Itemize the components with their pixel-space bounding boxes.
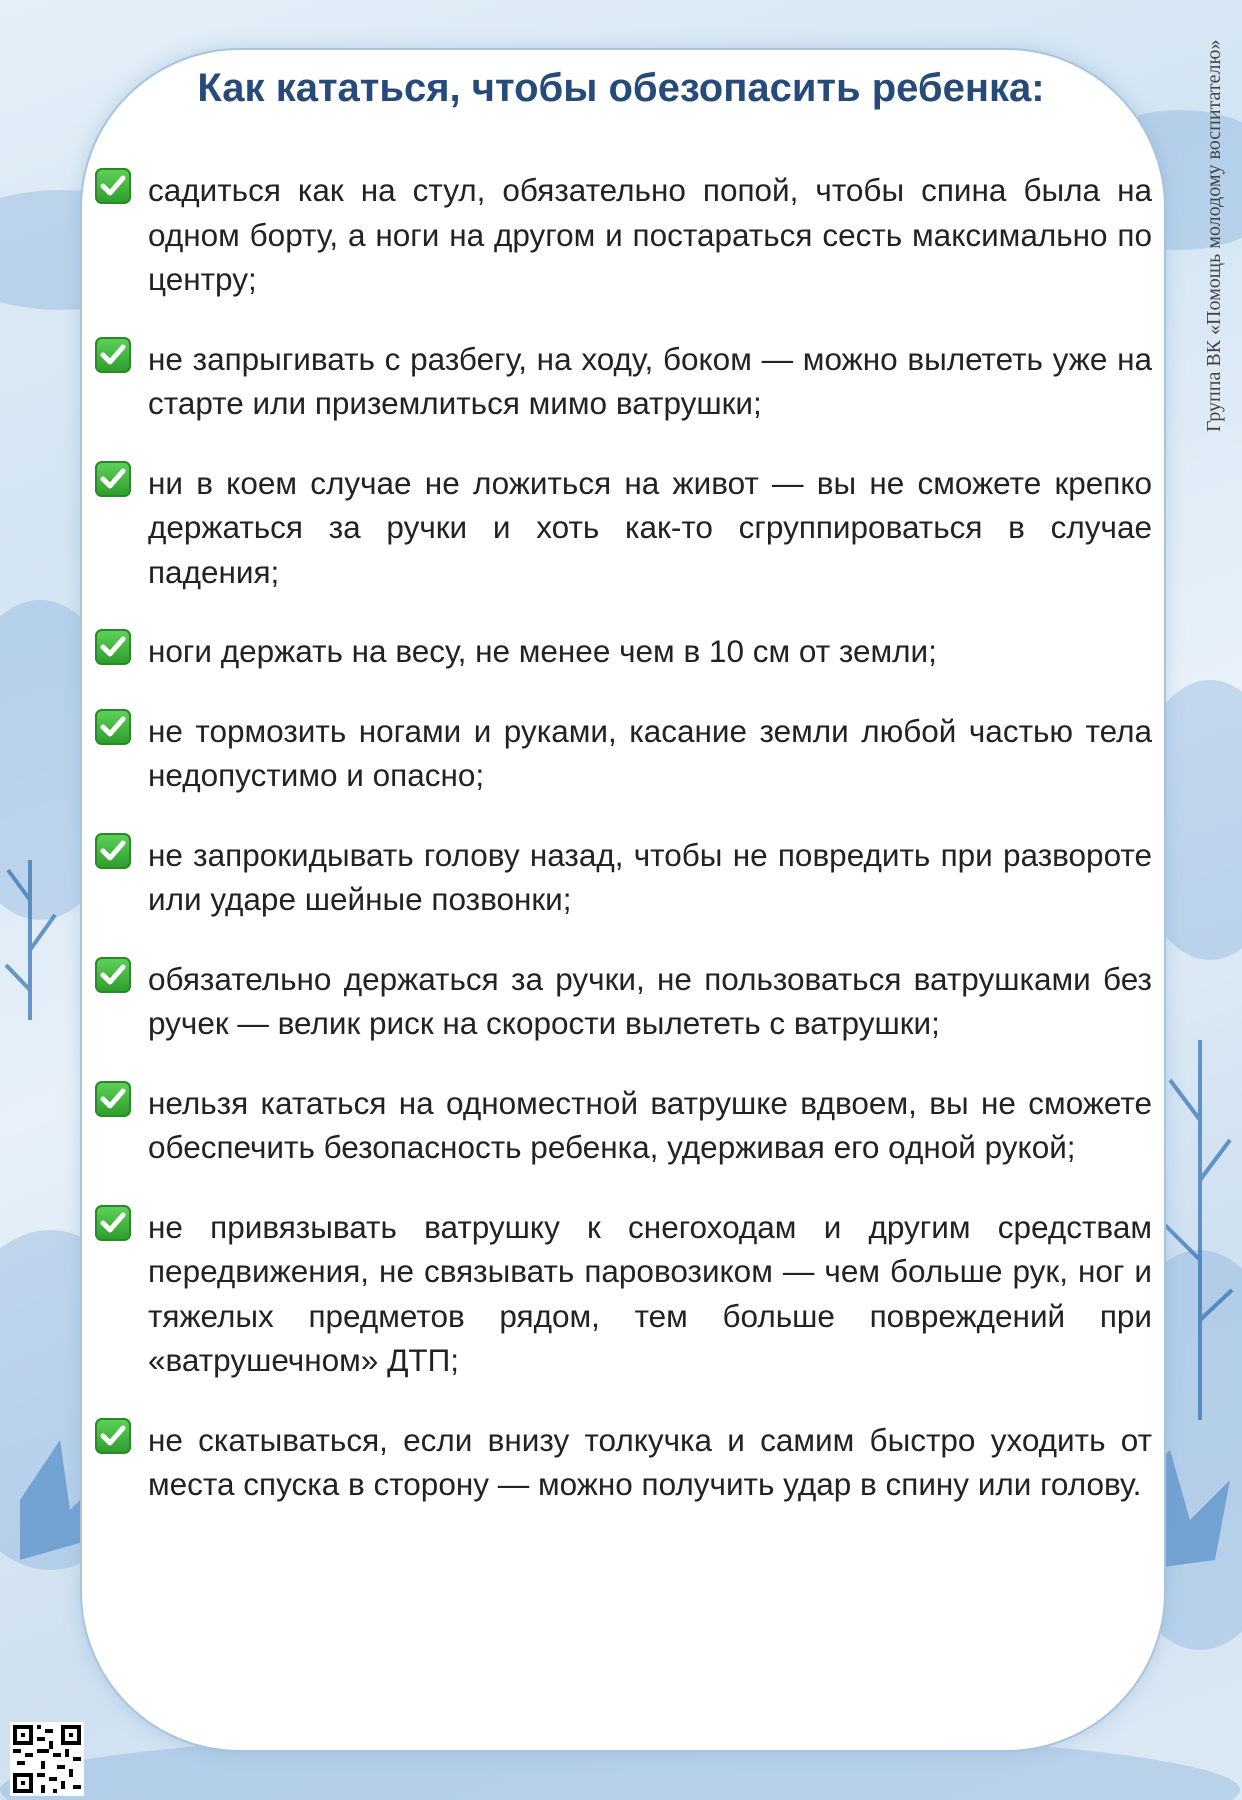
- list-item-text: не запрокидывать голову назад, чтобы не повредить при развороте или ударе шейные позвонки;: [148, 836, 1152, 917]
- list-item-text: не тормозить ногами и руками, касание земли любой частью тела недопустимо и опасно;: [148, 712, 1152, 793]
- list-item: [92, 461, 1152, 595]
- list-item-text: обязательно держаться за ручки, не пользоваться ватрушками без ручек — велик риск на скорости вылететь с ватрушки;: [148, 960, 1152, 1041]
- green-checkbox-icon: [95, 957, 131, 993]
- green-checkbox-icon: [95, 461, 131, 497]
- rules-list: [92, 168, 1152, 1507]
- green-checkbox-icon: [95, 629, 131, 665]
- list-item-text: не запрыгивать с разбегу, на ходу, боком — можно вылететь уже на старте или приземлиться мимо ватрушки;: [148, 340, 1152, 421]
- list-item-text: не привязывать ватрушку к снегоходам и другим средствам передвижения, не связывать паровозиком — чем больше рук, ног и тяжелых предметов рядом, тем больше повреждений при «ватрушечном» ДТП;: [148, 1208, 1152, 1378]
- list-item-text: ни в коем случае не ложиться на живот — вы не сможете крепко держаться за ручки и хоть как-то сгруппироваться в случае падения;: [148, 464, 1152, 590]
- list-item-text: ноги держать на весу, не менее чем в 10 см от земли;: [148, 633, 937, 669]
- list-item: [92, 629, 1152, 674]
- list-item: [92, 1418, 1152, 1507]
- list-item: [92, 957, 1152, 1046]
- green-checkbox-icon: [95, 1205, 131, 1241]
- list-item: [92, 1205, 1152, 1383]
- green-checkbox-icon: [95, 1418, 131, 1454]
- page-title: Как кататься, чтобы обезопасить ребенка:: [197, 66, 1045, 110]
- list-item-text: не скатываться, если внизу толкучка и самим быстро уходить от места спуска в сторону — можно получить удар в спину или голову.: [148, 1421, 1152, 1502]
- side-caption: Группа ВК «Помощь молодому воспитателю»: [1203, 39, 1225, 432]
- list-item: [92, 1081, 1152, 1170]
- list-item: [92, 709, 1152, 798]
- list-item-text: садиться как на стул, обязательно попой, чтобы спина была на одном борту, а ноги на другом и постараться сесть максимально по центру;: [148, 172, 1152, 297]
- green-checkbox-icon: [95, 833, 131, 869]
- green-checkbox-icon: [95, 1081, 131, 1117]
- qr-code-icon[interactable]: [10, 1722, 84, 1796]
- list-item-text: нельзя кататься на одноместной ватрушке вдвоем, вы не сможете обеспечить безопасность ребенка, удерживая его одной рукой;: [148, 1084, 1152, 1165]
- list-item: [92, 168, 1152, 302]
- green-checkbox-icon: [95, 337, 131, 373]
- list-item: [92, 833, 1152, 922]
- green-checkbox-icon: [95, 168, 131, 204]
- green-checkbox-icon: [95, 709, 131, 745]
- list-item: [92, 337, 1152, 426]
